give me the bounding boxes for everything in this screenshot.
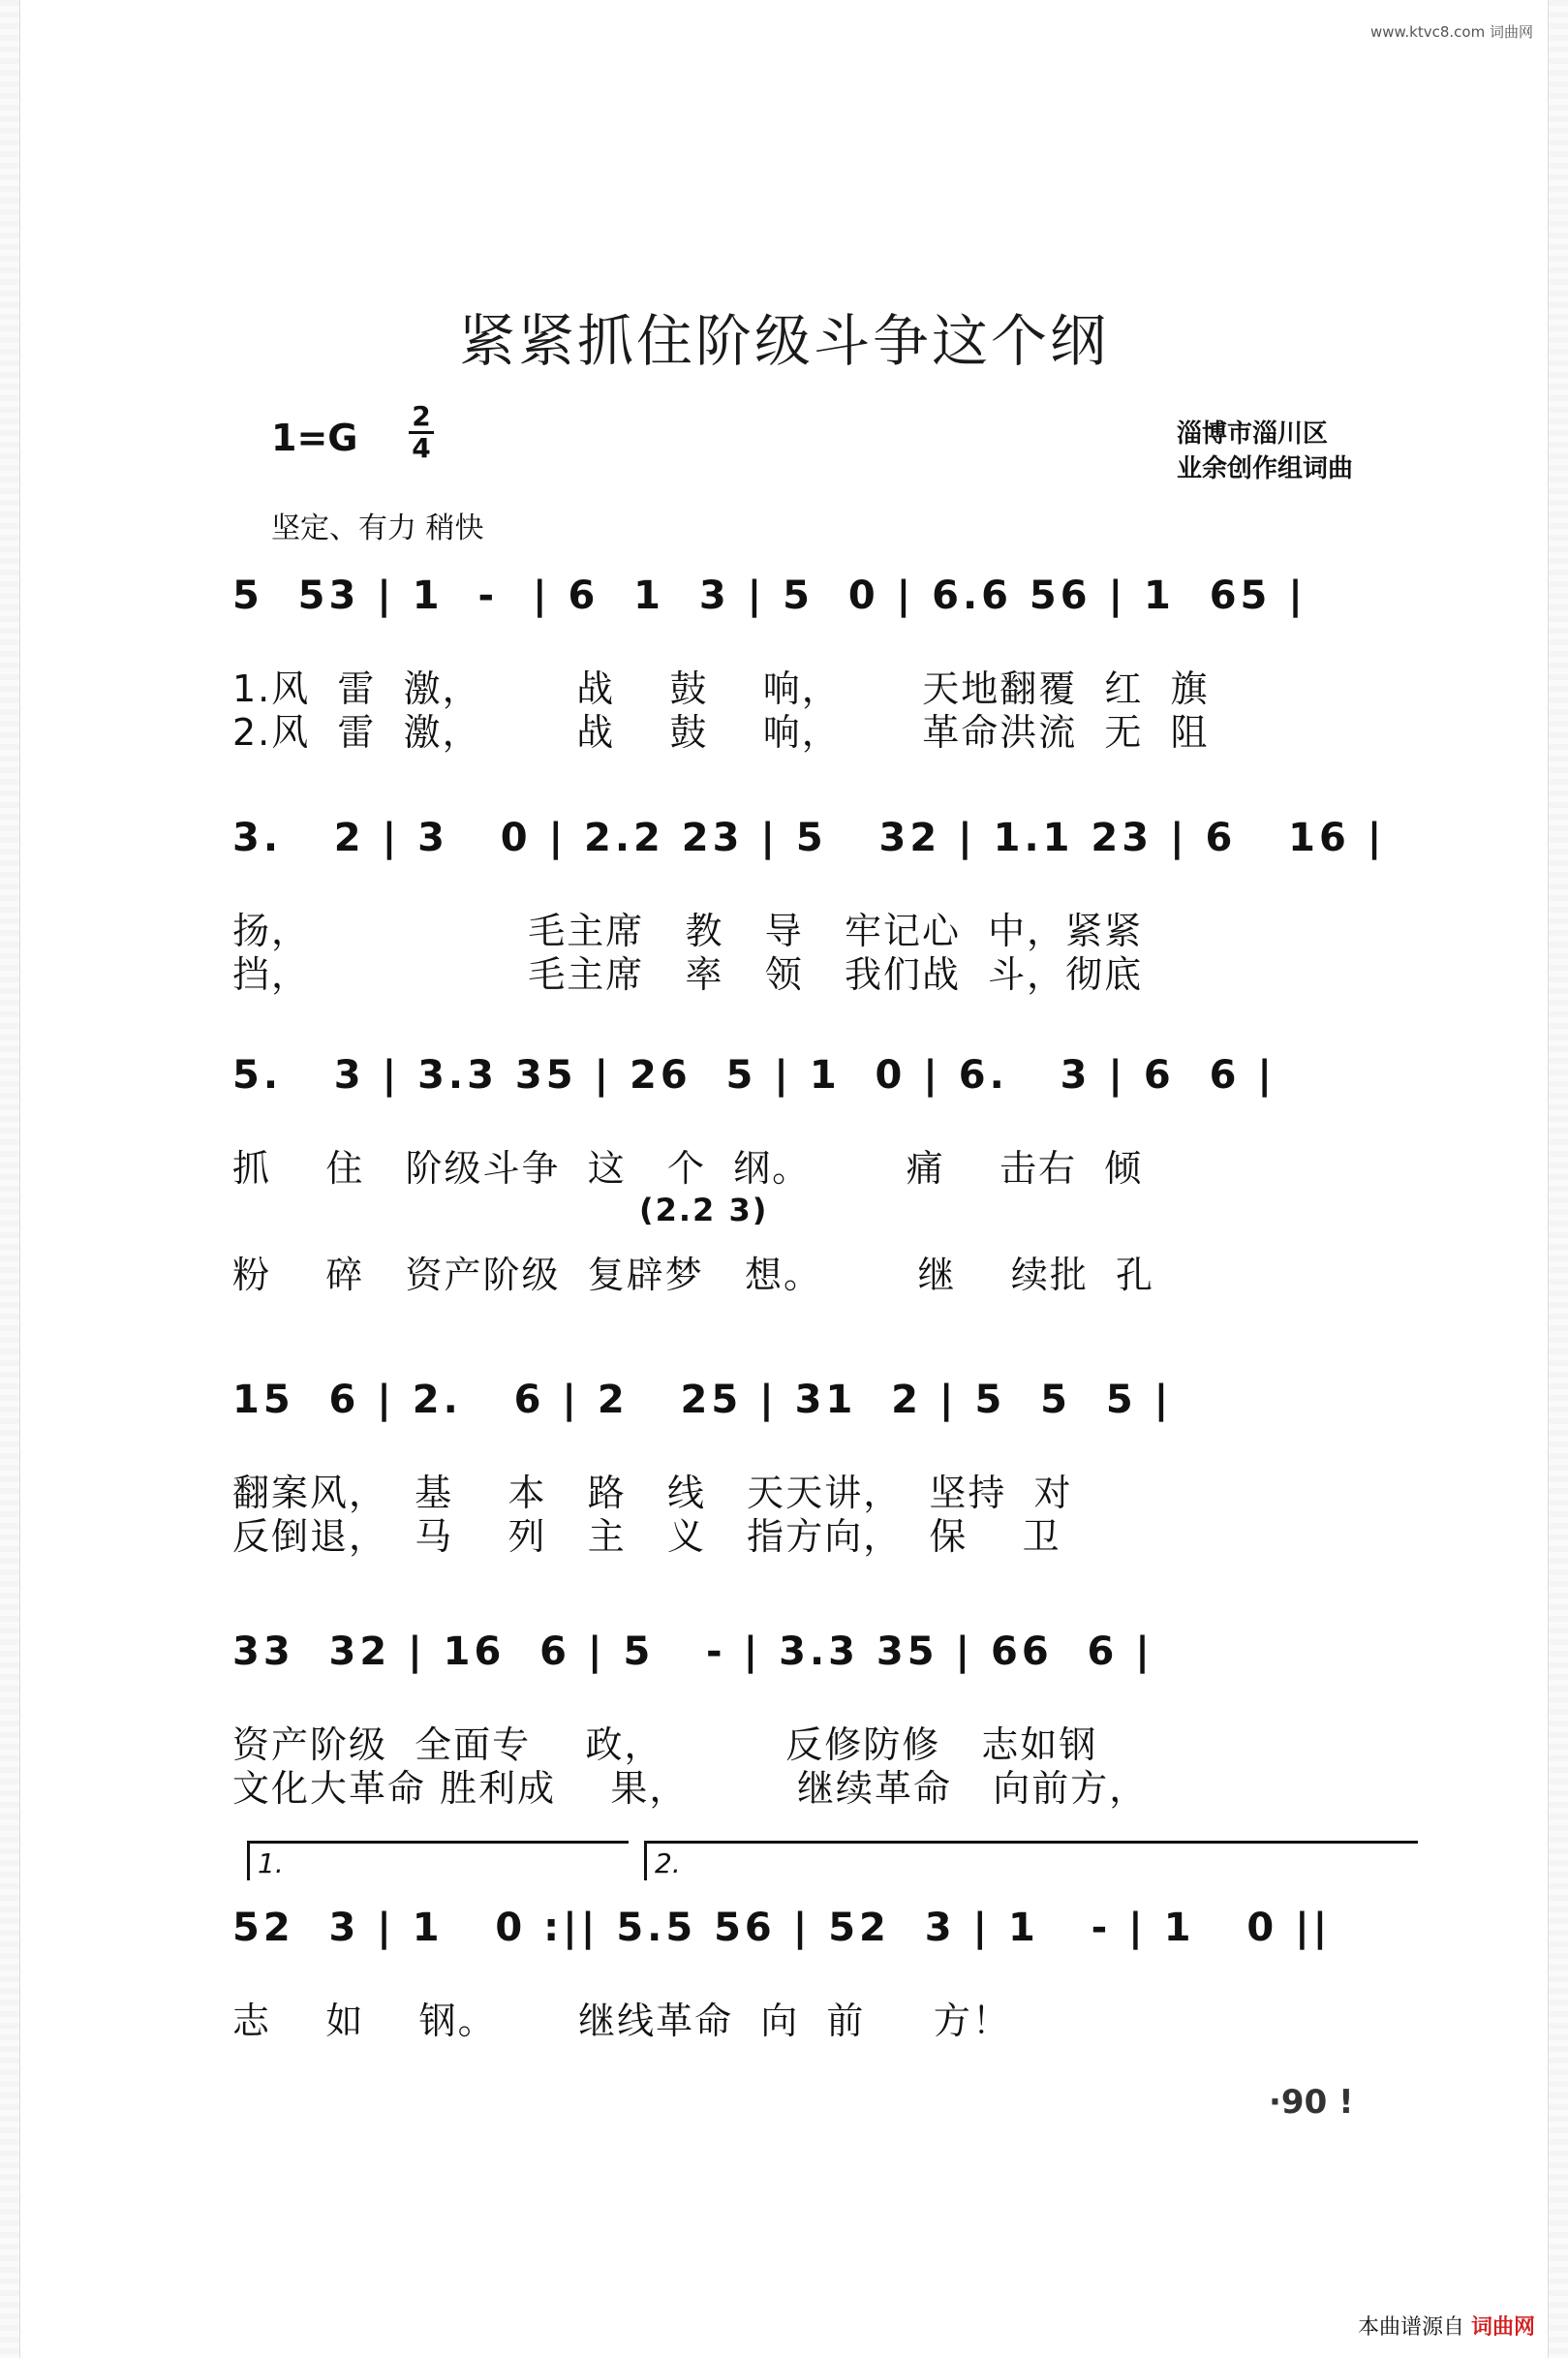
credit-line-2: 业余创作组词曲 xyxy=(1177,454,1354,483)
credit xyxy=(1177,417,1353,486)
header-url[interactable]: www.ktvc8.com 词曲网 xyxy=(1369,23,1533,41)
notation-line: 3. 2 | 3 0 | 2.2 23 | 5 32 | 1.1 23 | 6 16 | xyxy=(232,816,1386,860)
lyric-verse-1: 扬， 毛主席 教 导 牢记心 中，紧紧 xyxy=(232,910,1144,952)
page-number-smudge: ·90 ! xyxy=(1269,2083,1354,2122)
lyric-verse-1: 抓 住 阶级斗争 这 个 纲。 痛 击右 倾 xyxy=(232,1147,1144,1190)
score-system-4 xyxy=(232,1371,1443,1565)
lyric-verse-1: 志 如 钢。 继线革命 向 前 方！ xyxy=(232,2000,1011,2042)
lyric-verse-2: 粉 碎 资产阶级 复辟梦 想。 继 续批 孔 xyxy=(232,1254,1154,1296)
footer-brand[interactable]: 词曲网 xyxy=(1470,2315,1535,2340)
time-signature-bottom: 4 xyxy=(412,432,431,464)
notation-line: 52 3 | 1 0 :|| 5.5 56 | 52 3 | 1 - | 1 0 || xyxy=(232,1906,1332,1950)
notation-line: 33 32 | 16 6 | 5 - | 3.3 35 | 66 6 | xyxy=(232,1629,1153,1674)
time-signature xyxy=(407,402,436,463)
lyric-verse-2: 文化大革命 胜利成 果， 继续革命 向前方， xyxy=(232,1767,1149,1810)
volta-1: 1. xyxy=(247,1841,629,1880)
lyric-verse-1: 资产阶级 全面专 政， 反修防修 志如钢 xyxy=(232,1723,1098,1766)
time-signature-top: 2 xyxy=(412,400,431,432)
tempo-marking: 坚定、有力 稍快 xyxy=(271,512,484,545)
volta-2: 2. xyxy=(644,1841,1418,1880)
score-system-5 xyxy=(232,1623,1443,1816)
alternate-notes: (2.2 3) xyxy=(639,1192,769,1228)
credit-line-1: 淄博市淄川区 xyxy=(1177,419,1329,449)
lyric-verse-1: 1.风 雷 激， 战 鼓 响， 天地翻覆 红 旗 xyxy=(232,667,1210,710)
notation-line: 15 6 | 2. 6 | 2 25 | 31 2 | 5 5 5 | xyxy=(232,1378,1173,1422)
song-title: 紧紧抓住阶级斗争这个纲 xyxy=(458,308,1109,374)
lyric-verse-2: 挡， 毛主席 率 领 我们战 斗，彻底 xyxy=(232,953,1144,996)
lyric-verse-1: 翻案风， 基 本 路 线 天天讲， 坚持 对 xyxy=(232,1472,1073,1514)
lyric-verse-2: 反倒退， 马 列 主 义 指方向， 保 卫 xyxy=(232,1515,1061,1558)
footer-label: 本曲谱源自 xyxy=(1357,2315,1464,2340)
footer-source[interactable] xyxy=(1358,2311,1535,2341)
score-system-2 xyxy=(232,809,1443,1003)
notation-line: 5 53 | 1 - | 6 1 3 | 5 0 | 6.6 56 | 1 65 | xyxy=(232,574,1307,618)
score-system-1 xyxy=(232,567,1443,760)
key-signature: 1=G xyxy=(271,417,358,459)
lyric-verse-2: 2.风 雷 激， 战 鼓 响， 革命洪流 无 阻 xyxy=(232,711,1210,754)
notation-line: 5. 3 | 3.3 35 | 26 5 | 1 0 | 6. 3 | 6 6 | xyxy=(232,1053,1276,1098)
score-system-3 xyxy=(232,1046,1443,1298)
score-system-6 xyxy=(232,1841,1443,2063)
